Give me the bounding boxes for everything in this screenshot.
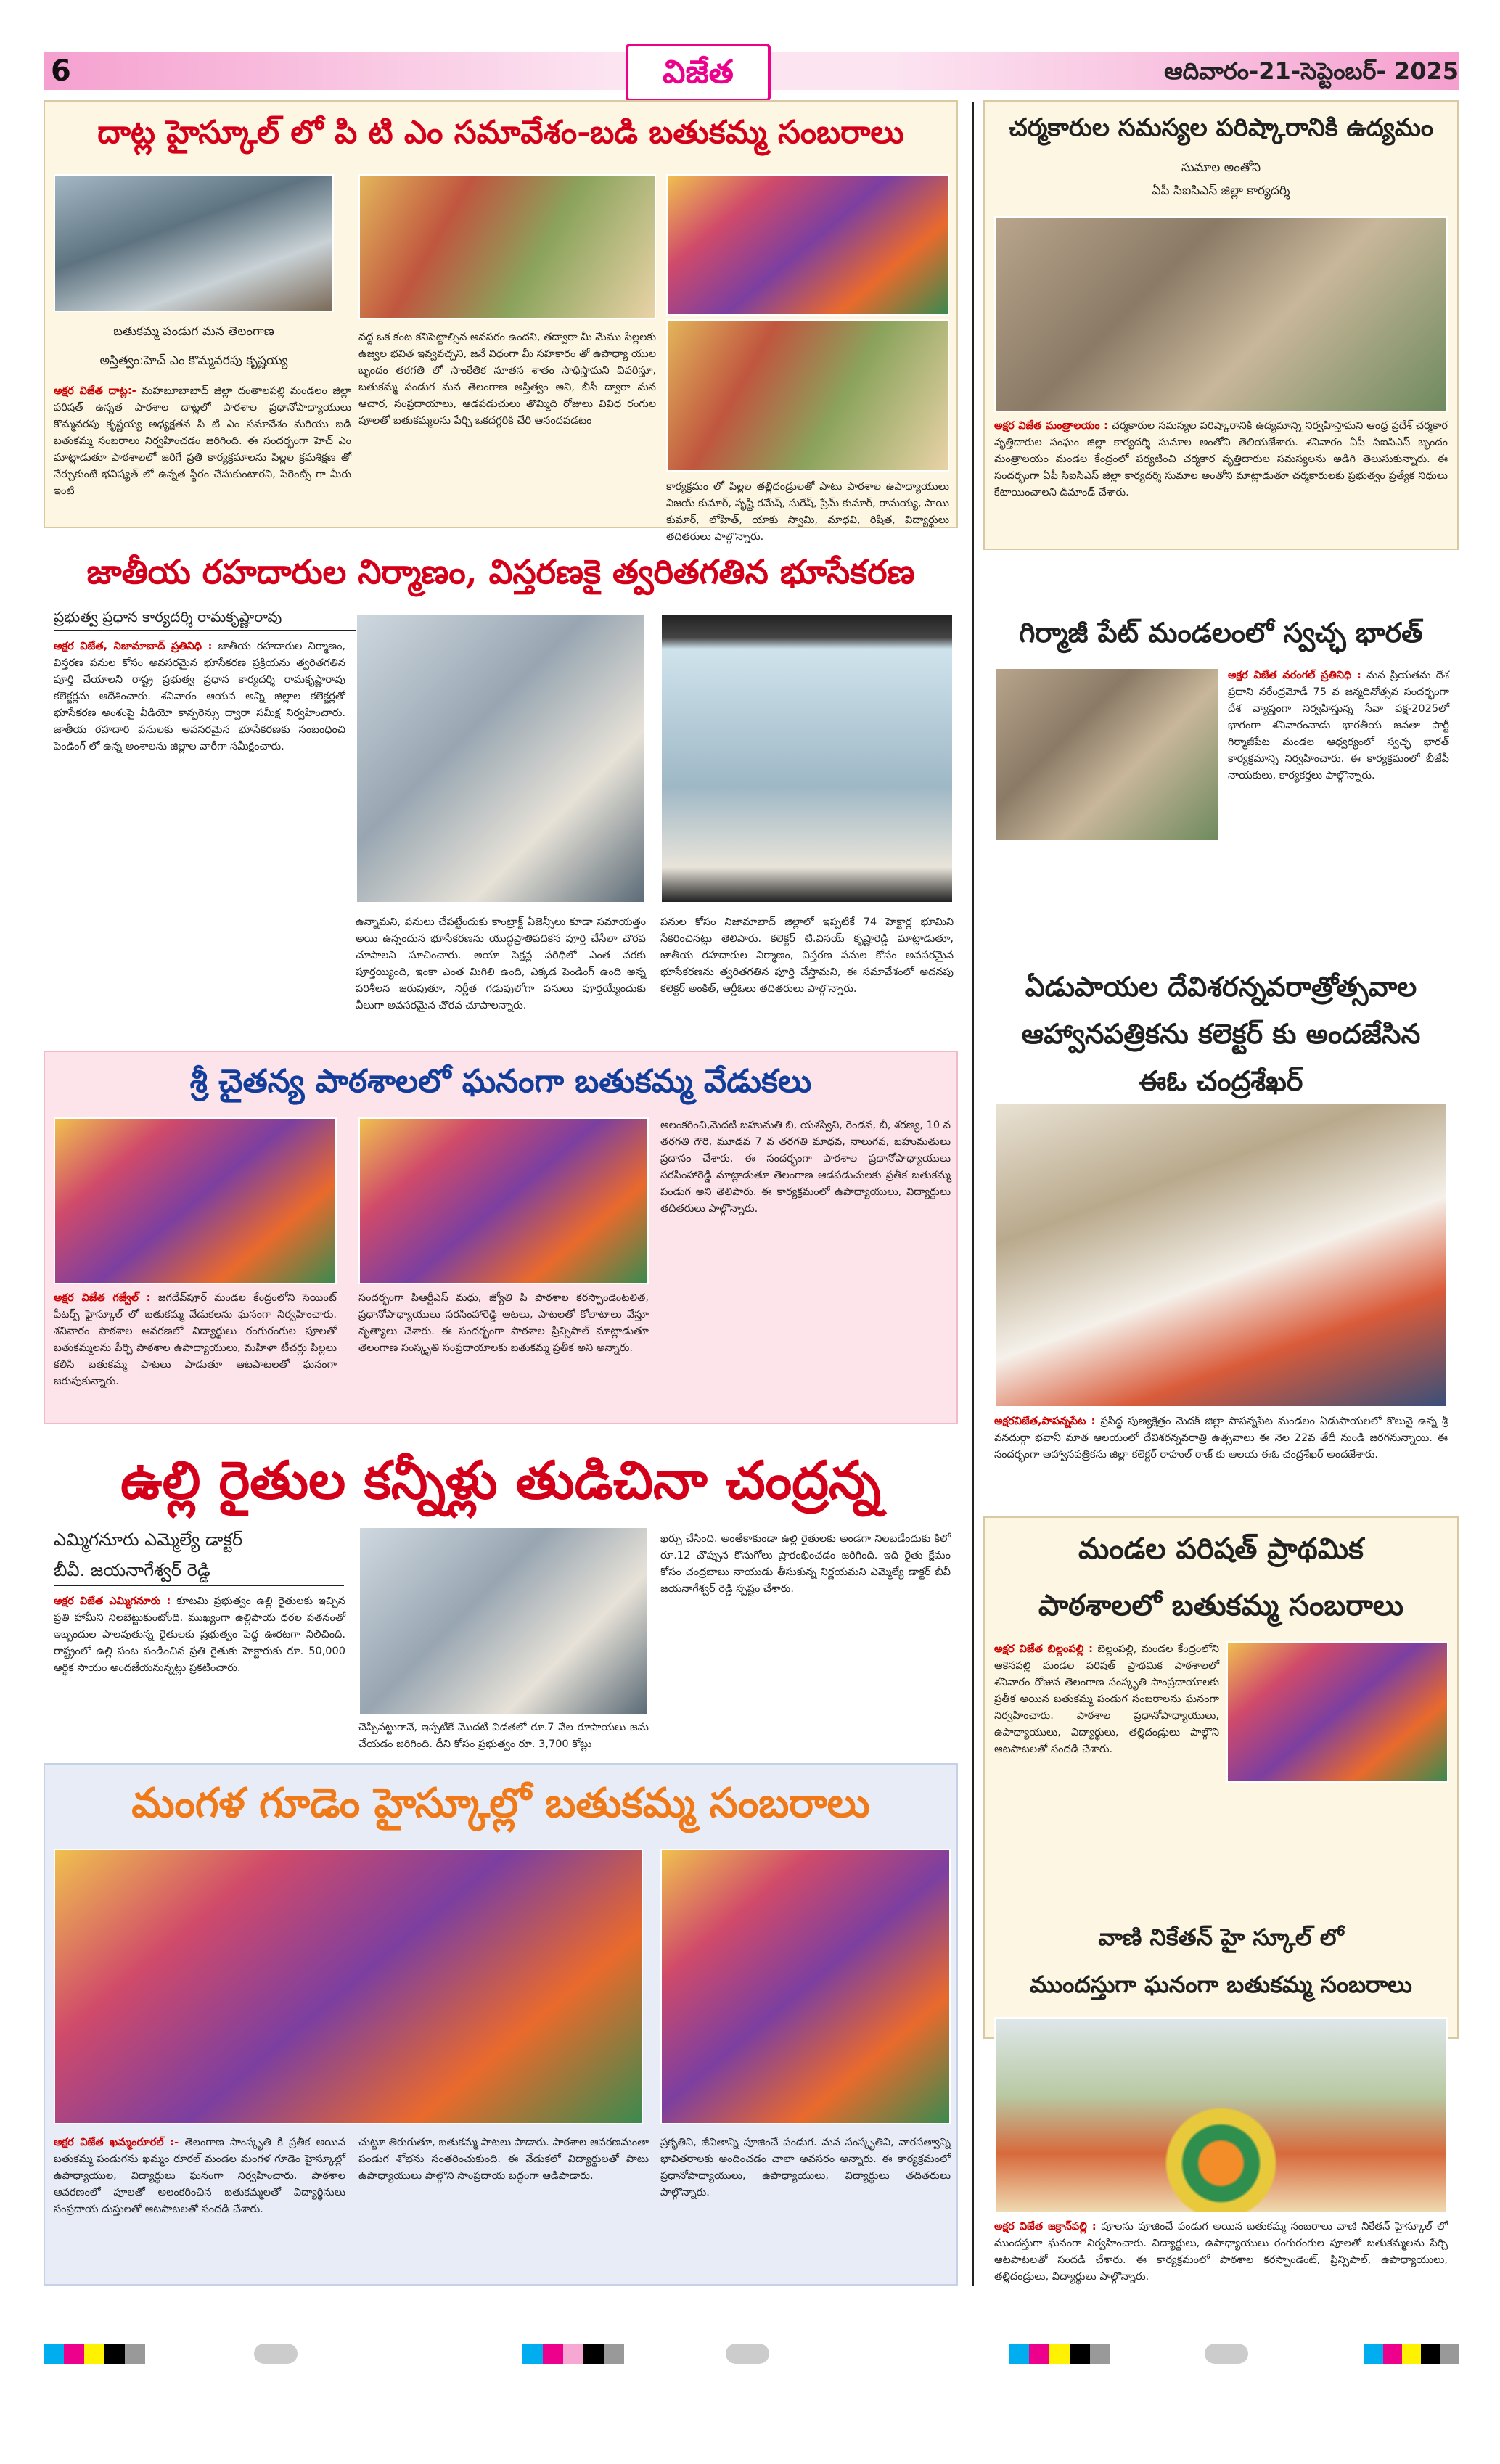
- right-article-5-headline-2: ముందస్తుగా ఘనంగా బతుకమ్మ సంబరాలు: [1030, 1971, 1412, 1998]
- right-article-5-photo: [994, 2017, 1448, 2213]
- right-article-5-body: [994, 2219, 1448, 2286]
- right-article-2-headline: గిర్మాజీ పేట్ మండలంలో స్వచ్ఛ భారత్: [1019, 616, 1423, 649]
- right-article-1-byline-2: ఏపీ సిఐసిఎస్ జిల్లా కార్యదర్శి: [1152, 184, 1290, 198]
- color-registration-bar-4: [1364, 2344, 1459, 2364]
- right-article-3-headline-2: ఆహ్వానపత్రికను కలెక్టర్ కు అందజేసిన: [1021, 1017, 1421, 1050]
- right-article-4-headline-2: పాఠశాలలో బతుకమ్మ సంబరాలు: [1038, 1588, 1404, 1622]
- article-4-dateline: అక్షర విజేత ఎమ్మిగనూరు :: [54, 1596, 171, 1607]
- article-5-dateline: అక్షర విజేత ఖమ్మంరూరల్ :-: [54, 2137, 179, 2148]
- article-5-body-1: [54, 2135, 345, 2280]
- article-2-headline: జాతీయ రహదారుల నిర్మాణం, విస్తరణకై త్వరితగతిన భూసేకరణ: [86, 552, 915, 591]
- article-3-headline: శ్రీ చైతన్య పాఠశాలలో ఘనంగా బతుకమ్మ వేడుకలు: [189, 1063, 812, 1100]
- page-number: 6: [51, 54, 71, 88]
- registration-pill-2: [726, 2344, 769, 2364]
- right-article-2-body: [1228, 668, 1449, 892]
- article-1-body-3: కార్యక్రమం లో పిల్లల తల్లిదండ్రులతో పాటు పాఠశాల ఉపాధ్యాయులు విజయ్ కుమార్, సృష్టి రమేష్, సురేష్, ప్రేమ్ కుమార్, రామయ్య, సాయి కుమార్, లోహిత్, యాకు స్వామి, మాధవి, రిషిత, విద్యార్థులు తదితరులు పాల్గొన్నారు.: [666, 481, 949, 543]
- article-1-dateline: అక్షర విజేత దాట్ల:-: [54, 385, 136, 397]
- right-article-1-byline-1: సుమాల అంతోని: [1181, 160, 1261, 175]
- masthead-logo: [626, 44, 771, 102]
- article-1-photo-classroom: [54, 174, 334, 312]
- right-article-2-text: మన ప్రియతమ దేశ ప్రధాని నరేంద్రమోడీ 75 వ జన్మదినోత్సవ సందర్భంగా దేశ వ్యాప్తంగా నిర్వహిస్తున్న సేవా పక్ష-2025లో భాగంగా శనివారంనాడు భారతీయ జనతా పార్టీ గిర్మాజీపేట మండల ఆధ్వర్యంలో స్వచ్ఛ భారత్ కార్యక్రమాన్ని నిర్వహించారు. ఈ కార్యక్రమంలో బీజేపీ నాయకులు, కార్యకర్తలు పాల్గొన్నారు.: [1228, 670, 1450, 781]
- article-1-photo-students: [666, 174, 949, 316]
- right-article-1-dateline: అక్షర విజేత మంత్రాలయం :: [994, 420, 1108, 432]
- article-2-photo-videoconf: [660, 613, 954, 903]
- article-2-dateline: అక్షర విజేత, నిజామాబాద్ ప్రతినిధి :: [54, 641, 213, 652]
- right-article-3-headline-3: ఈఓ చంద్రశేఖర్: [1139, 1064, 1303, 1097]
- article-2-photo-meeting: [356, 613, 646, 903]
- article-4-body-1: [54, 1593, 345, 1753]
- registration-pill-1: [254, 2344, 298, 2364]
- right-article-4-dateline: అక్షర విజేత బిల్లంపల్లి :: [994, 1643, 1093, 1655]
- masthead-text: విజేత: [663, 54, 734, 91]
- article-5-photo-girls: [54, 1849, 643, 2124]
- right-article-4-photo: [1226, 1641, 1448, 1783]
- right-article-4-headline-1: మండల పరిషత్ ప్రాథమిక: [1078, 1532, 1364, 1566]
- right-article-3-text: ప్రసిద్ధ పుణ్యక్షేత్రం మెదక్ జిల్లా పాపన్నపేట మండలం ఏడుపాయలలో కొలువై ఉన్న శ్రీ వనదుర్గా భవానీ మాత ఆలయంలో దేవిశరన్నవరాత్రి ఉత్సవాలు ఈ నెల 22వ తేదీ నుండి జరగనున్నాయి. ఈ సందర్భంగా ఆహ్వానపత్రికను జిల్లా కలెక్టర్ రాహుల్ రాజ్ కు ఆలయ ఈఓ చంద్రశేఖర్ అందజేశారు.: [994, 1416, 1448, 1461]
- article-3-photo-circle: [358, 1117, 649, 1284]
- right-article-2-dateline: అక్షర విజేత వరంగల్ ప్రతినిధి :: [1228, 670, 1361, 681]
- right-article-4-text: బెల్లంపల్లి, మండల కేంద్రంలోని ఆకెనపల్లి మండల పరిషత్ ప్రాథమిక పాఠశాలలో శనివారం రోజున తెలంగాణ సంస్కృతి సాంప్రదాయాలకు ప్రతీక అయిన బతుకమ్మ పండుగ సంబరాలను ఘనంగా నిర్వహించారు. పాఠశాల ప్రధానోపాధ్యాయులు, ఉపాధ్యాయులు, విద్యార్థులు, తల్లిదండ్రులు పాల్గొని ఆటపాటలతో సందడి చేశారు.: [994, 1643, 1219, 1755]
- right-article-1-body: [994, 418, 1448, 543]
- right-article-1-headline: చర్మకారుల సమస్యల పరిష్కారానికి ఉద్యమం: [1008, 113, 1434, 142]
- article-5-body-2: చుట్టూ తిరుగుతూ, బతుకమ్మ పాటలు పాడారు. పాఠశాల ఆవరణమంతా పండుగ శోభను సంతరించుకుంది. ఈ వేడుకలో విద్యార్థులతో పాటు ఉపాధ్యాయులు పాల్గొని సాంప్రదాయ బద్ధంగా ఆడిపాడారు.: [358, 2137, 649, 2182]
- article-4-photo-press: [358, 1527, 649, 1715]
- article-4-text-1: కూటమి ప్రభుత్వం ఉల్లి రైతులకు ఇచ్చిన ప్రతి హామీని నిలబెట్టుకుంటోంది. ముఖ్యంగా ఉల్లిపాయ ధరల పతనంతో ఇబ్బందుల పాలవుతున్న రైతులకు ప్రభుత్వం పెద్ద ఊరటగా నిలిచింది. రాష్ట్రంలో ఉల్లి పంట పండించిన ప్రతి రైతుకు హెక్టారుకు రూ. 50,000 ఆర్థిక సాయం అందజేయనున్నట్లు ప్రకటించారు.: [54, 1596, 345, 1674]
- right-article-3-body: [994, 1413, 1448, 1508]
- right-article-3-dateline: అక్షరవిజేత,పాపన్నపేట :: [994, 1416, 1096, 1427]
- article-4-headline: ఉల్లి రైతుల కన్నీళ్లు తుడిచినా చంద్రన్న: [120, 1449, 881, 1511]
- article-4-byline-1: ఎమ్మిగనూరు ఎమ్మెల్యే డాక్టర్: [54, 1529, 243, 1550]
- article-2-body-3: పనుల కోసం నిజామాబాద్ జిల్లాలో ఇప్పటికే 74 హెక్టార్ల భూమిని సేకరించినట్లు తెలిపారు. కలెక్టర్ టి.వినయ్ కృష్ణారెడ్డి మాట్లాడుతూ, జాతీయ రహదారుల నిర్మాణం, విస్తరణ పనుల కోసం అవసరమైన భూసేకరణను త్వరితగతిన పూర్తి చేస్తామని, ఈ సమావేశంలో అదనపు కలెక్టర్ అంకిత్, ఆర్డీఓలు తదితరులు పాల్గొన్నారు.: [660, 916, 954, 995]
- right-article-4-body: [994, 1641, 1219, 1888]
- article-3-body-1: [54, 1290, 337, 1419]
- article-4-body-3: ఖర్చు చేసింది. అంతేకాకుండా ఉల్లి రైతులకు అండగా నిలబడేందుకు కిలో రూ.12 చొప్పున కొనుగోలు ప్రారంభించడం జరిగింది. ఇది రైతు క్షేమం కోసం చంద్రబాబు నాయుడు తీసుకున్న నిర్ణయమని ఎమ్మెల్యే డాక్టర్ బీవీ జయనాగేశ్వర్ రెడ్డి స్పష్టం చేశారు.: [660, 1533, 951, 1595]
- article-3-text-1: జగదేవ్‌పూర్ మండల కేంద్రంలోని సెయింట్ పీటర్స్ హైస్కూల్ లో బతుకమ్మ వేడుకలను ఘనంగా నిర్వహించారు. శనివారం పాఠశాల ఆవరణలో విద్యార్థులు రంగురంగుల పూలతో బతుకమ్మలను పేర్చి పాఠశాల ఉపాధ్యాయులు, మహిళా టీచర్లు పిల్లలు కలిసి బతుకమ్మ పాటలు పాడుతూ ఆటపాటలతో ఘనంగా జరుపుకున్నారు.: [54, 1292, 337, 1387]
- color-registration-bar-3: [1009, 2344, 1110, 2364]
- right-article-1-text: చర్మకారుల సమస్యల పరిష్కారానికి ఉద్యమాన్ని నిర్వహిస్తామని ఆంధ్ర ప్రదేశ్ చర్మకార వృత్తిదారుల సంఘం జిల్లా కార్యదర్శి సుమాల అంతోని తెలియజేశారు. శనివారం ఏపీ సిఐసిఎస్ బృందం మంత్రాలయం మండల కేంద్రంలో పర్యటించి చర్మకార వృత్తిదారుల సమస్యలను అడిగి తెలుసుకున్నారు. ఈ సందర్భంగా ఏపీ సిఐసిఎస్ జిల్లా కార్యదర్శి సుమాల అంతోని మాట్లాడుతూ చర్మకారులకు ప్రభుత్వం ప్రత్యేక నిధులు కేటాయించాలని డిమాండ్ చేశారు.: [994, 420, 1448, 498]
- article-2-text-1: జాతీయ రహదారుల నిర్మాణం, విస్తరణ పనుల కోసం అవసరమైన భూసేకరణ ప్రక్రియను త్వరితగతిన పూర్తి చేయాలని రాష్ట్ర ప్రభుత్వ ప్రధాన కార్యదర్శి రామకృష్ణారావు కలెక్టర్లను ఆదేశించారు. శనివారం ఆయన అన్ని జిల్లాల కలెక్టర్లతో భూసేకరణ అంశంపై వీడియో కాన్ఫరెన్సు ద్వారా సమీక్ష నిర్వహించారు. జాతీయ రహదారి పనులకు అవసరమైన భూసేకరణకు సంబంధించి పెండింగ్ లో ఉన్న అంశాలను జిల్లాల వారీగా సమీక్షించారు.: [54, 641, 346, 752]
- article-5-photo-school: [660, 1849, 951, 2124]
- right-article-1-photo: [994, 216, 1448, 412]
- article-2-body-1: [54, 638, 345, 1039]
- color-registration-bar-2: [522, 2344, 624, 2364]
- article-1-caption-2: అస్తిత్వం:హెచ్ ఎం కొమ్మవరపు కృష్ణయ్య: [99, 353, 288, 368]
- registration-pill-3: [1205, 2344, 1248, 2364]
- article-3-body-2: సందర్భంగా పిఆర్టీఎస్ మధు, జ్యోతి పి పాఠశాల కరస్పాండెంటలిత, ప్రధానోపాధ్యాయులు సరసింహారెడ్డి ఆటలు, పాటలతో కోలాటాలు వేస్తూ నృత్యాలు చేశారు. ఈ సందర్భంగా పాఠశాల ప్రిన్సిపాల్ మాట్లాడుతూ తెలంగాణ సంస్కృతి సంప్రదాయాలకు బతుకమ్మ ప్రతీక అని అన్నారు.: [358, 1292, 649, 1354]
- article-1-text-1: మహబూబాబాద్ జిల్లా దంతాలపల్లి మండలం జిల్లా పరిషత్ ఉన్నత పాఠశాల దాట్లలో పాఠశాల ప్రధానోపాధ్యాయులు కొమ్మవరపు కృష్ణయ్య అధ్యక్షతన పి టి ఎం సమావేశం మరియు బడి బతుకమ్మ సంబరాలు నిర్వహించడం జరిగింది. ఈ సందర్భంగా హెచ్ ఎం మాట్లాడుతూ పాఠశాలలో జరిగే ప్రతి కార్యక్రమాలను పిల్లల క్రమశిక్షణ తో నేర్చుకుంటే భవిష్యత్ లో ఉన్నత స్థిరం చేసుకుంటారని, పేరెంట్స్ గా మీరు ఇంటి: [54, 385, 351, 497]
- right-article-3-photo: [994, 1103, 1448, 1408]
- article-2-body-2: ఉన్నామని, పనులు చేపట్టేందుకు కాంట్రాక్ట్ ఏజెన్సీలు కూడా సమాయత్తం అయి ఉన్నందున భూసేకరణను యుద్ధప్రాతిపదికన పూర్తి చేసేలా చొరవ చూపాలని సూచించారు. అయా సెక్షన్ల పరిధిలో ఎంత వరకు పూర్తయ్యింది, ఇంకా ఎంత మిగిలి ఉంది, ఎక్కడ పెండింగ్ ఉంది అన్న పరిశీలన జరుపుతూ, నిర్ణీత గడువులోగా పనులు పూర్తయ్యేందుకు వీలుగా అవసరమైన చొరవ చూపాలన్నారు.: [356, 916, 646, 1011]
- article-4-body-2: చెప్పినట్టుగానే, ఇప్పటికే మొదటి విడతలో రూ.7 వేల రూపాయలు జమ చేయడం జరిగింది. దీని కోసం ప్రభుత్వం రూ. 3,700 కోట్లు: [358, 1722, 649, 1750]
- article-1-body-2: వద్ద ఒక కంట కనిపెట్టాల్సిన అవసరం ఉందని, తద్వారా మీ మేము పిల్లలకు ఉజ్వల భవిత ఇవ్వవచ్చని, జనే విధంగా మీ సహకారం తో ఉపాధ్యా యుల బృందం తరగతి లో సాంకేతిక నూతన శాతం సాధిస్తామని వివరిస్తూ, బతుకమ్మ పండుగ మన తెలంగాణ అస్తిత్వం అని, బీసీ ద్వారా మన ఆచార, సంప్రదాయాలు, ఆడపడుచులు తొమ్మిది రోజులు వివిధ రంగుల పూలతో బతుకమ్మలను పేర్చి ఒకదగ్గరికి చేరి ఆనందపడటం: [358, 332, 656, 427]
- article-1-photo-bathukamma: [358, 174, 656, 319]
- header-date: ఆదివారం-21-సెప్టెంబర్- 2025: [1164, 57, 1459, 85]
- article-5-body-3: ప్రకృతిని, జీవితాన్ని పూజించే పండుగ. మన సంస్కృతిని, వారసత్వాన్ని భావితరాలకు అందించడం చాలా అవసరం అన్నారు. ఈ కార్యక్రమంలో ప్రధానోపాధ్యాయులు, ఉపాధ్యాయులు, విద్యార్థులు తదితరులు పాల్గొన్నారు.: [660, 2137, 951, 2198]
- article-1-body-1: [54, 383, 351, 521]
- article-1-photo-group: [666, 319, 949, 472]
- article-3-photo-dance: [54, 1117, 337, 1284]
- article-5-text-1: తెలంగాణ సాంస్కృతి కి ప్రతీక అయిన బతుకమ్మ పండుగను ఖమ్మం రూరల్ మండల మంగళ గూడెం హైస్కూల్లో ఉపాధ్యాయుల, విద్యార్థులు ఘనంగా నిర్వహించారు. పాఠశాల ఆవరణంలో పూలతో అలంకరించిన బతుకమ్మలతో విద్యార్థినులు సంప్రదాయ దుస్తులతో ఆటపాటలతో సందడి చేశారు.: [54, 2137, 346, 2215]
- article-5-headline: మంగళ గూడెం హైస్కూల్లో బతుకమ్మ సంబరాలు: [131, 1779, 870, 1827]
- color-registration-bar-1: [44, 2344, 145, 2364]
- right-article-5-text: పూలను పూజించే పండుగ అయిన బతుకమ్మ సంబరాలు వాణి నికేతన్ హైస్కూల్ లో ముందస్తుగా ఘనంగా నిర్వహించారు. విద్యార్థులు, ఉపాధ్యాయులు రంగురంగుల పూలతో బతుకమ్మలను పేర్చి ఆటపాటలతో సందడి చేశారు. ఈ కార్యక్రమంలో పాఠశాల కరస్పాండెంట్, ప్రిన్సిపాల్, ఉపాధ్యాయులు, తల్లిదండ్రులు, విద్యార్థులు పాల్గొన్నారు.: [994, 2221, 1448, 2283]
- article-3-body-3: అలంకరించి,మెదటి బహుమతి బి, యశస్విని, రెండవ, బీ, శరణ్య, 10 వ తరగతి గౌరి, మూడవ 7 వ తరగతి మాధవ, నాలుగవ, బహుమతులు ప్రదానం చేశారు. ఈ సందర్భంగా పాఠశాల ప్రధానోపాధ్యాయులు సరసింహారెడ్డి మాట్లాడుతూ తెలంగాణ ఆడపడుచులకు ప్రతీక బతుకమ్మ పండుగ అని తెలిపారు. ఈ కార్యక్రమంలో ఉపాధ్యాయులు, విద్యార్థులు తదితరులు పాల్గొన్నారు.: [660, 1120, 951, 1215]
- article-1-headline: దాట్ల హైస్కూల్ లో పి టి ఎం సమావేశం-బడి బతుకమ్మ సంబరాలు: [97, 114, 904, 151]
- article-3-dateline: అక్షర విజేత గజ్వేల్ :: [54, 1292, 151, 1304]
- column-divider: [972, 102, 974, 2286]
- right-article-3-headline-1: ఏడుపాయల దేవిశరన్నవరాత్రోత్సవాల: [1025, 970, 1417, 1003]
- article-1-caption-1: బతుకమ్మ పండుగ మన తెలంగాణ: [113, 324, 274, 339]
- article-2-byline: ప్రభుత్వ ప్రధాన కార్యదర్శి రామకృష్ణారావు: [54, 608, 402, 631]
- article-4-byline-2: బీవీ. జయనాగేశ్వర్ రెడ్డి: [54, 1560, 344, 1586]
- right-article-5-headline-1: వాణి నికేతన్ హై స్కూల్ లో: [1098, 1923, 1344, 1951]
- right-article-5-dateline: అక్షర విజేత జక్రాన్‌పల్లి :: [994, 2221, 1097, 2233]
- right-article-2-photo: [994, 668, 1219, 842]
